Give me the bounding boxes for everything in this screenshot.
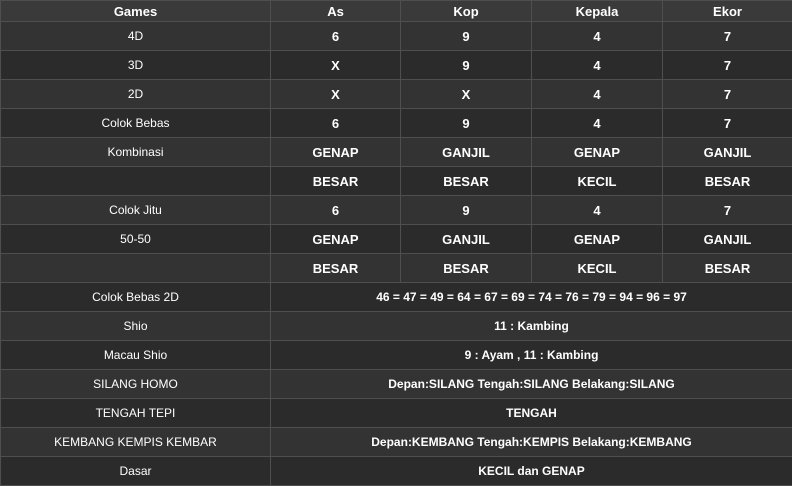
cell-kepala: GENAP <box>532 225 663 254</box>
cell-kop: GANJIL <box>401 138 532 167</box>
cell-kop: BESAR <box>401 167 532 196</box>
row-value: 46 = 47 = 49 = 64 = 67 = 69 = 74 = 76 = 79 = 94 = 96 = 97 <box>271 283 792 312</box>
row-label: TENGAH TEPI <box>1 399 271 428</box>
column-header-kop: Kop <box>401 1 532 22</box>
table-body <box>1 22 792 486</box>
row-label: 3D <box>1 51 271 80</box>
table-row <box>1 399 792 428</box>
column-header-kepala: Kepala <box>532 1 663 22</box>
cell-as: 6 <box>271 22 401 51</box>
cell-kepala: 4 <box>532 196 663 225</box>
cell-as: X <box>271 51 401 80</box>
row-label: Colok Jitu <box>1 196 271 225</box>
row-value: Depan:SILANG Tengah:SILANG Belakang:SILANG <box>271 370 792 399</box>
cell-as: 6 <box>271 109 401 138</box>
cell-ekor: GANJIL <box>663 138 792 167</box>
cell-as: BESAR <box>271 167 401 196</box>
table-row <box>1 254 792 283</box>
cell-as: GENAP <box>271 138 401 167</box>
cell-as: 6 <box>271 196 401 225</box>
table-row <box>1 80 792 109</box>
cell-ekor: 7 <box>663 80 792 109</box>
column-header-ekor: Ekor <box>663 1 792 22</box>
cell-ekor: BESAR <box>663 167 792 196</box>
cell-kepala: 4 <box>532 51 663 80</box>
row-label: Colok Bebas 2D <box>1 283 271 312</box>
cell-kepala: GENAP <box>532 138 663 167</box>
row-label: SILANG HOMO <box>1 370 271 399</box>
cell-kop: 9 <box>401 51 532 80</box>
row-value: TENGAH <box>271 399 792 428</box>
cell-kepala: 4 <box>532 109 663 138</box>
cell-kop: BESAR <box>401 254 532 283</box>
cell-kepala: KECIL <box>532 254 663 283</box>
cell-kop: X <box>401 80 532 109</box>
table-row <box>1 196 792 225</box>
row-value: KECIL dan GENAP <box>271 457 792 486</box>
row-label: 2D <box>1 80 271 109</box>
table-header <box>1 1 792 22</box>
table-row <box>1 109 792 138</box>
table-row <box>1 428 792 457</box>
row-label: 4D <box>1 22 271 51</box>
cell-ekor: GANJIL <box>663 225 792 254</box>
table-row <box>1 283 792 312</box>
table-header-row <box>1 1 792 22</box>
cell-ekor: 7 <box>663 109 792 138</box>
cell-kepala: KECIL <box>532 167 663 196</box>
table-row <box>1 22 792 51</box>
column-header-games: Games <box>1 1 271 22</box>
cell-kop: GANJIL <box>401 225 532 254</box>
cell-ekor: 7 <box>663 51 792 80</box>
row-value: 9 : Ayam , 11 : Kambing <box>271 341 792 370</box>
cell-as: X <box>271 80 401 109</box>
cell-ekor: 7 <box>663 196 792 225</box>
table-row <box>1 457 792 486</box>
cell-ekor: BESAR <box>663 254 792 283</box>
row-label: KEMBANG KEMPIS KEMBAR <box>1 428 271 457</box>
row-label: Macau Shio <box>1 341 271 370</box>
table-row <box>1 138 792 167</box>
table-row <box>1 341 792 370</box>
row-label <box>1 167 271 196</box>
table-row <box>1 370 792 399</box>
row-label <box>1 254 271 283</box>
table-row <box>1 225 792 254</box>
row-label: Shio <box>1 312 271 341</box>
cell-as: GENAP <box>271 225 401 254</box>
row-label: Colok Bebas <box>1 109 271 138</box>
cell-ekor: 7 <box>663 22 792 51</box>
table-row <box>1 312 792 341</box>
cell-kop: 9 <box>401 196 532 225</box>
row-value: 11 : Kambing <box>271 312 792 341</box>
cell-kepala: 4 <box>532 22 663 51</box>
column-header-as: As <box>271 1 401 22</box>
cell-as: BESAR <box>271 254 401 283</box>
row-label: Kombinasi <box>1 138 271 167</box>
cell-kop: 9 <box>401 22 532 51</box>
cell-kepala: 4 <box>532 80 663 109</box>
cell-kop: 9 <box>401 109 532 138</box>
row-label: Dasar <box>1 457 271 486</box>
table-row <box>1 167 792 196</box>
row-value: Depan:KEMBANG Tengah:KEMPIS Belakang:KEMBANG <box>271 428 792 457</box>
row-label: 50-50 <box>1 225 271 254</box>
table-row <box>1 51 792 80</box>
